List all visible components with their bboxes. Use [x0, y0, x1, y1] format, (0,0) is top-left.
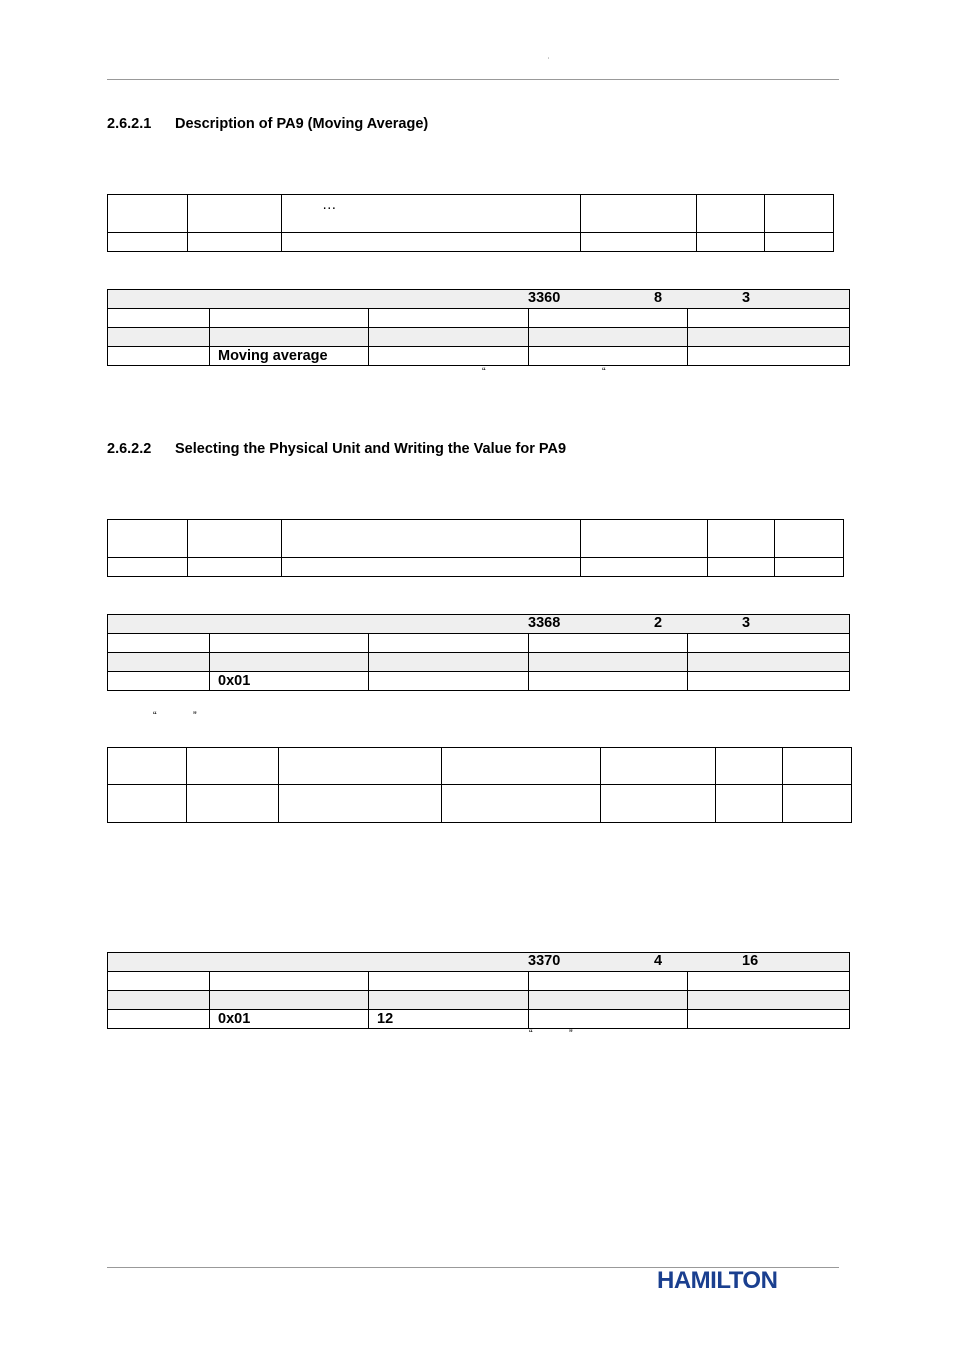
register-header-row	[108, 290, 850, 309]
table-cell	[279, 785, 442, 823]
command-table-2	[107, 519, 844, 577]
table-cell	[210, 972, 369, 991]
table-cell	[529, 991, 688, 1010]
register-address: 3360	[528, 290, 561, 306]
note-quote-close: ”	[193, 710, 197, 722]
table-cell	[187, 785, 279, 823]
note-quote-open: “	[482, 366, 486, 378]
register-access: 16	[742, 953, 759, 969]
table-cell	[442, 785, 601, 823]
table-cell	[529, 347, 688, 366]
table-cell	[688, 347, 850, 366]
register-value: 0x01	[210, 1010, 369, 1029]
table-cell	[108, 972, 210, 991]
table-cell	[581, 233, 697, 252]
table-cell	[282, 520, 581, 558]
register-header-row	[108, 953, 850, 972]
table-cell	[210, 991, 369, 1010]
table-cell	[108, 558, 188, 577]
hamilton-logo	[657, 1266, 837, 1292]
logo-text: HAMILTON	[657, 1267, 778, 1292]
table-cell	[688, 653, 850, 672]
table-cell	[775, 558, 844, 577]
table-cell	[765, 195, 834, 233]
register-count: 4	[654, 953, 663, 969]
table-cell	[369, 634, 529, 653]
table-cell	[688, 991, 850, 1010]
table-cell	[529, 653, 688, 672]
table-cell	[108, 233, 188, 252]
table-cell	[529, 634, 688, 653]
table-cell	[529, 309, 688, 328]
table-cell	[697, 233, 765, 252]
table-cell	[529, 1010, 688, 1029]
table-cell	[369, 347, 529, 366]
register-access: 3	[742, 615, 751, 631]
register-value: 12	[369, 1010, 529, 1029]
table-cell	[697, 195, 765, 233]
table-cell	[529, 972, 688, 991]
table-cell	[108, 195, 188, 233]
section-title: Description of PA9 (Moving Average)	[175, 116, 429, 132]
table-cell	[708, 558, 775, 577]
table-cell	[369, 328, 529, 347]
register-header-row	[108, 615, 850, 634]
table-cell	[601, 748, 716, 785]
register-table-1	[107, 289, 849, 367]
header-mark: ’	[548, 58, 550, 64]
table-cell	[581, 520, 708, 558]
table-cell	[581, 558, 708, 577]
header-rule	[107, 79, 839, 80]
table-cell	[210, 653, 369, 672]
table-cell	[210, 328, 369, 347]
table-cell	[210, 309, 369, 328]
register-value: 0x01	[210, 672, 369, 691]
table-cell	[775, 520, 844, 558]
section-heading-2	[107, 441, 566, 457]
register-table-2	[107, 614, 849, 692]
table-cell	[688, 972, 850, 991]
table-cell	[108, 748, 187, 785]
table-cell	[108, 653, 210, 672]
register-count: 2	[654, 615, 663, 631]
table-cell	[279, 748, 442, 785]
table-cell	[108, 634, 210, 653]
table-cell	[783, 748, 852, 785]
section-title: Selecting the Physical Unit and Writing the Value for PA9	[175, 441, 567, 457]
table-cell	[108, 991, 210, 1010]
table-cell	[108, 672, 210, 691]
note-quote-open: “	[529, 1028, 533, 1040]
register-address: 3368	[528, 615, 561, 631]
table-cell	[688, 634, 850, 653]
register-count: 8	[654, 290, 663, 306]
table-cell-ellipsis: …	[282, 195, 581, 233]
table-cell	[369, 972, 529, 991]
table-cell	[187, 748, 279, 785]
table-cell	[369, 653, 529, 672]
command-table-1	[107, 194, 834, 252]
command-table-3	[107, 747, 852, 823]
table-cell	[765, 233, 834, 252]
table-cell	[282, 558, 581, 577]
table-cell	[529, 672, 688, 691]
table-cell	[688, 309, 850, 328]
register-table-3	[107, 952, 849, 1030]
table-cell	[688, 328, 850, 347]
table-cell	[188, 520, 282, 558]
table-cell	[688, 672, 850, 691]
table-cell	[188, 195, 282, 233]
register-value: Moving average	[210, 347, 369, 366]
table-cell	[581, 195, 697, 233]
table-cell	[108, 328, 210, 347]
section-number: 2.6.2.2	[107, 441, 152, 457]
section-number: 2.6.2.1	[107, 116, 152, 132]
table-cell	[369, 991, 529, 1010]
table-cell	[210, 634, 369, 653]
table-cell	[108, 520, 188, 558]
note-quote-close: “	[602, 366, 606, 378]
register-access: 3	[742, 290, 751, 306]
section-heading-1	[107, 116, 428, 132]
table-cell	[108, 309, 210, 328]
table-cell	[442, 748, 601, 785]
table-cell	[282, 233, 581, 252]
table-cell	[108, 347, 210, 366]
table-cell	[708, 520, 775, 558]
table-cell	[783, 785, 852, 823]
table-cell	[369, 672, 529, 691]
table-cell	[601, 785, 716, 823]
note-quote-close: ”	[569, 1028, 573, 1040]
register-address: 3370	[528, 953, 561, 969]
table-cell	[108, 785, 187, 823]
note-quote-open: “	[153, 710, 157, 722]
table-cell	[188, 558, 282, 577]
table-cell	[529, 328, 688, 347]
table-cell	[108, 1010, 210, 1029]
table-cell	[369, 309, 529, 328]
table-cell	[688, 1010, 850, 1029]
table-cell	[716, 785, 783, 823]
table-cell	[716, 748, 783, 785]
table-cell	[188, 233, 282, 252]
